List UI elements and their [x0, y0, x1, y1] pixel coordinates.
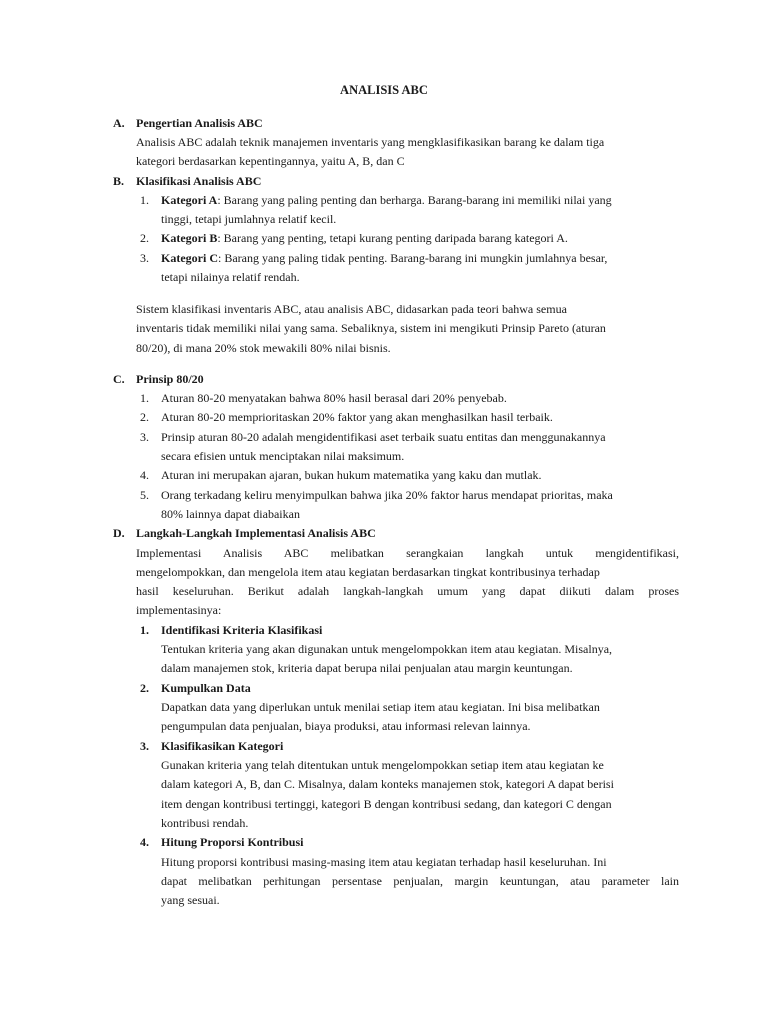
list-item-text: Aturan 80-20 menyatakan bahwa 80% hasil berasal dari 20% penyebab.: [161, 391, 507, 405]
list-number: 2.: [140, 231, 149, 245]
section-d-para-line: hasil keseluruhan. Berikut adalah langkah-langkah umum yang dapat diikuti dalam proses: [136, 584, 679, 598]
list-number: 2.: [140, 410, 149, 424]
list-number: 3.: [140, 251, 149, 265]
step-text: Tentukan kriteria yang akan digunakan untuk mengelompokkan item atau kegiatan. Misalnya,: [161, 642, 613, 656]
list-item-text: tetapi nilainya relatif rendah.: [161, 270, 300, 284]
step-text: yang sesuai.: [161, 893, 220, 907]
list-item-text: Prinsip aturan 80-20 adalah mengidentifikasi aset terbaik suatu entitas dan menggunakannya: [161, 430, 606, 444]
document-title: ANALISIS ABC: [340, 83, 428, 97]
section-c-label: C.: [113, 372, 125, 386]
section-d-para-line: Implementasi Analisis ABC melibatkan serangkaian langkah untuk mengidentifikasi,: [136, 546, 679, 560]
list-item-text: Aturan ini merupakan ajaran, bukan hukum matematika yang kaku dan mutlak.: [161, 468, 542, 482]
step-text: dapat melibatkan perhitungan persentase penjualan, margin keuntungan, atau parameter lain: [161, 874, 679, 888]
section-d-para-line: mengelompokkan, dan mengelola item atau kegiatan berdasarkan tingkat kontribusinya terhadap: [136, 565, 600, 579]
term: Kategori C: [161, 251, 218, 265]
term: Kategori A: [161, 193, 218, 207]
step-text: Dapatkan data yang diperlukan untuk menilai setiap item atau kegiatan. Ini bisa melibatkan: [161, 700, 600, 714]
list-item-text: : Barang yang paling penting dan berharga. Barang-barang ini memiliki nilai yang: [217, 193, 612, 207]
section-d-label: D.: [113, 526, 125, 540]
section-b-para-line: Sistem klasifikasi inventaris ABC, atau analisis ABC, didasarkan pada teori bahwa semua: [136, 302, 567, 316]
term: Kategori B: [161, 231, 218, 245]
list-item: [161, 250, 607, 266]
step-text: pengumpulan data penjualan, biaya produksi, atau informasi relevan lainnya.: [161, 719, 531, 733]
section-b-para-line: 80/20), di mana 20% stok mewakili 80% nilai bisnis.: [136, 341, 391, 355]
step-number: 2.: [140, 681, 149, 695]
step-text: kontribusi rendah.: [161, 816, 249, 830]
list-number: 3.: [140, 430, 149, 444]
section-a-para-line: kategori berdasarkan kepentingannya, yaitu A, B, dan C: [136, 154, 405, 168]
step-number: 3.: [140, 739, 149, 753]
list-item-text: : Barang yang paling tidak penting. Barang-barang ini mungkin jumlahnya besar,: [217, 251, 608, 265]
section-b-label: B.: [113, 174, 125, 188]
step-heading: Identifikasi Kriteria Klasifikasi: [161, 623, 323, 637]
list-number: 5.: [140, 488, 149, 502]
step-text: Hitung proporsi kontribusi masing-masing item atau kegiatan terhadap hasil keseluruhan. Ini: [161, 855, 607, 869]
step-text: item dengan kontribusi tertinggi, kategori B dengan kontribusi sedang, dan kategori C dengan: [161, 797, 612, 811]
step-text: Gunakan kriteria yang telah ditentukan untuk mengelompokkan setiap item atau kegiatan ke: [161, 758, 604, 772]
step-heading: Klasifikasikan Kategori: [161, 739, 284, 753]
list-item-text: tinggi, tetapi jumlahnya relatif kecil.: [161, 212, 337, 226]
section-d-para-line: implementasinya:: [136, 603, 222, 617]
list-item: [161, 230, 568, 246]
step-number: 4.: [140, 835, 149, 849]
list-item-text: Aturan 80-20 memprioritaskan 20% faktor yang akan menghasilkan hasil terbaik.: [161, 410, 553, 424]
section-a-heading: Pengertian Analisis ABC: [136, 116, 263, 130]
step-number: 1.: [140, 623, 149, 637]
list-item-text: Orang terkadang keliru menyimpulkan bahwa jika 20% faktor harus mendapat prioritas, maka: [161, 488, 613, 502]
list-item-text: 80% lainnya dapat diabaikan: [161, 507, 300, 521]
list-item: [161, 192, 612, 208]
step-text: dalam manajemen stok, kriteria dapat berupa nilai penjualan atau margin keuntungan.: [161, 661, 573, 675]
section-d-heading: Langkah-Langkah Implementasi Analisis ABC: [136, 526, 376, 540]
section-b-heading: Klasifikasi Analisis ABC: [136, 174, 262, 188]
section-a-label: A.: [113, 116, 125, 130]
list-number: 4.: [140, 468, 149, 482]
list-number: 1.: [140, 193, 149, 207]
list-item-text: : Barang yang penting, tetapi kurang penting daripada barang kategori A.: [217, 231, 568, 245]
section-a-para-line: Analisis ABC adalah teknik manajemen inventaris yang mengklasifikasikan barang ke dalam tiga: [136, 135, 605, 149]
list-number: 1.: [140, 391, 149, 405]
section-b-para-line: inventaris tidak memiliki nilai yang sama. Sebaliknya, sistem ini mengikuti Prinsip Pareto (aturan: [136, 321, 606, 335]
step-text: dalam kategori A, B, dan C. Misalnya, dalam konteks manajemen stok, kategori A dapat berisi: [161, 777, 614, 791]
step-heading: Hitung Proporsi Kontribusi: [161, 835, 304, 849]
list-item-text: secara efisien untuk menciptakan nilai maksimum.: [161, 449, 405, 463]
step-heading: Kumpulkan Data: [161, 681, 251, 695]
section-c-heading: Prinsip 80/20: [136, 372, 204, 386]
